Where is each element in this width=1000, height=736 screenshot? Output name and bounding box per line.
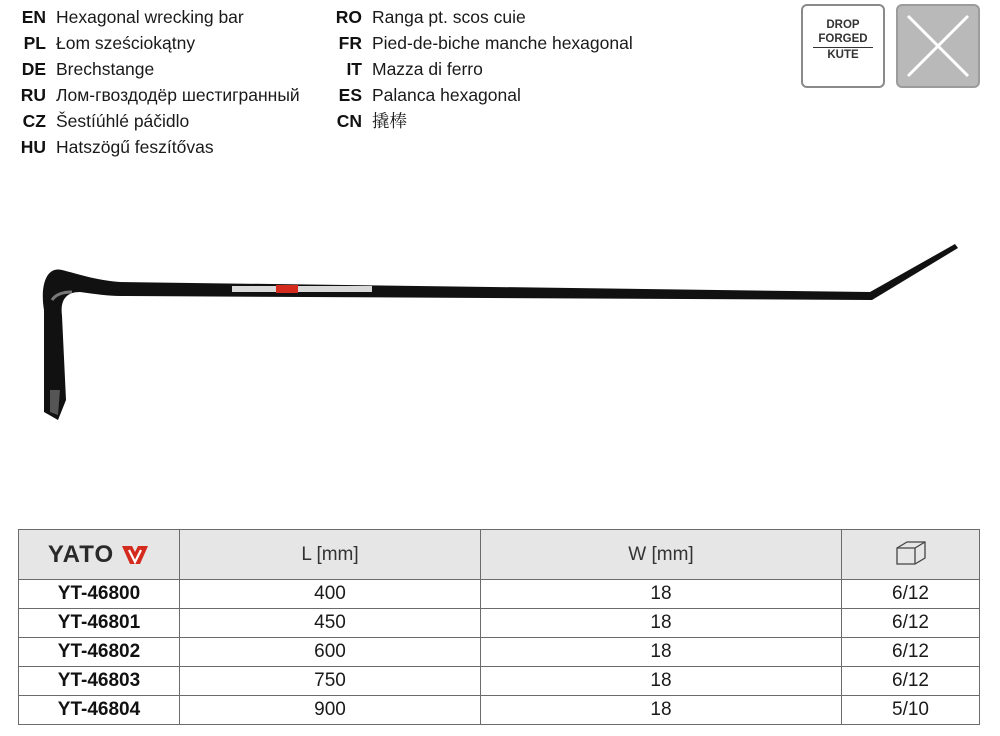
drop-forged-badge [801, 4, 885, 88]
language-code: RU [20, 85, 46, 105]
language-list-left [6, 4, 300, 160]
width-cell: 18 [481, 609, 842, 638]
language-text: Palanca hexagonal [372, 85, 521, 105]
language-row [6, 4, 300, 30]
language-code: RO [335, 7, 362, 27]
not-insulated-x-icon [896, 4, 980, 88]
language-code: IT [346, 59, 362, 79]
language-text: Brechstange [56, 59, 155, 79]
length-cell: 750 [180, 667, 481, 696]
language-code: ES [338, 85, 362, 105]
badge-line: KUTE [813, 47, 873, 62]
width-cell: 18 [481, 667, 842, 696]
language-row [6, 108, 300, 134]
width-cell: 18 [481, 696, 842, 725]
model-cell: YT-46800 [19, 580, 180, 609]
language-row [330, 82, 633, 108]
length-cell: 900 [180, 696, 481, 725]
language-text: Łom sześciokątny [56, 33, 196, 53]
table-row [19, 638, 980, 667]
language-row [330, 4, 633, 30]
pack-cell: 5/10 [842, 696, 980, 725]
width-cell: 18 [481, 580, 842, 609]
wrecking-bar-image [0, 230, 1000, 430]
language-code: HU [20, 137, 46, 157]
model-cell: YT-46801 [19, 609, 180, 638]
language-code: CZ [22, 111, 46, 131]
table-row [19, 580, 980, 609]
brand-name: YATO [47, 540, 115, 568]
language-text: Ranga pt. scos cuie [372, 7, 526, 27]
pack-header [842, 530, 980, 580]
badge-line: FORGED [818, 33, 868, 45]
table-row [19, 609, 980, 638]
language-row [330, 56, 633, 82]
language-text: Šestíúhlé páčidlo [56, 111, 190, 131]
language-code: FR [338, 33, 362, 53]
length-cell: 450 [180, 609, 481, 638]
language-code: PL [23, 33, 46, 53]
language-text: Лом-гвоздодёр шестигранный [56, 85, 300, 105]
language-row [330, 30, 633, 56]
language-code: CN [336, 111, 362, 131]
yato-logo-icon [120, 544, 150, 566]
language-row [6, 30, 300, 56]
package-box-icon [893, 538, 929, 566]
yato-logo [48, 541, 150, 569]
spec-table [18, 529, 980, 725]
width-cell: 18 [481, 638, 842, 667]
length-cell: 600 [180, 638, 481, 667]
table-header-row [19, 530, 980, 580]
language-text: Mazza di ferro [372, 59, 483, 79]
language-text: Hexagonal wrecking bar [56, 7, 244, 27]
width-header: W [mm] [481, 530, 842, 580]
pack-cell: 6/12 [842, 580, 980, 609]
table-row [19, 696, 980, 725]
badge-line: DROP [826, 19, 860, 31]
language-text: Pied-de-biche manche hexagonal [372, 33, 633, 53]
language-text: 撬棒 [372, 111, 407, 131]
pack-cell: 6/12 [842, 609, 980, 638]
language-row [6, 134, 300, 160]
language-code: EN [21, 7, 46, 27]
language-row [6, 56, 300, 82]
pack-cell: 6/12 [842, 638, 980, 667]
pack-cell: 6/12 [842, 667, 980, 696]
table-row [19, 667, 980, 696]
language-text: Hatszögű feszítővas [56, 137, 214, 157]
brand-header [19, 530, 180, 580]
language-row [330, 108, 633, 134]
length-cell: 400 [180, 580, 481, 609]
length-header: L [mm] [180, 530, 481, 580]
model-cell: YT-46804 [19, 696, 180, 725]
model-cell: YT-46803 [19, 667, 180, 696]
language-code: DE [21, 59, 46, 79]
language-list-right [330, 4, 633, 134]
language-row [6, 82, 300, 108]
model-cell: YT-46802 [19, 638, 180, 667]
